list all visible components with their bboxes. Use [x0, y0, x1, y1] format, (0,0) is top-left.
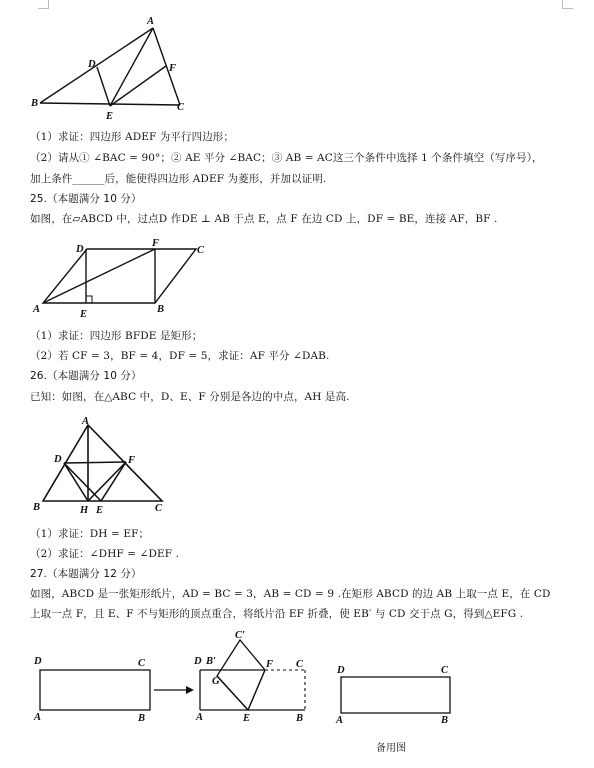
- q26-stem: 已知：如图，在△ABC 中，D、E、F 分别是各边的中点，AH 是高.: [30, 391, 350, 403]
- q25-label-D: D: [76, 244, 84, 255]
- q27-fig2-label-B-prime: B′: [206, 656, 216, 667]
- q25-label-B: B: [157, 304, 165, 315]
- q27-fig2-segment-EB-prime: [217, 676, 248, 710]
- q25-label-A: A: [33, 304, 41, 315]
- q26-label-B: B: [33, 502, 41, 513]
- q27-fig2-label-D: D: [194, 656, 202, 667]
- q24-label-F: F: [169, 63, 177, 74]
- q26-part1: （1）求证：DH = EF；: [30, 528, 150, 540]
- q25-part2: （2）若 CF = 3，BF = 4，DF = 5，求证：AF 平分 ∠DAB.: [30, 350, 330, 362]
- q24-label-B: B: [31, 98, 39, 109]
- q25-label-F: F: [152, 238, 160, 249]
- q26-label-E: E: [96, 505, 104, 516]
- q26-label-D: D: [54, 454, 62, 465]
- q27-fig1-label-C: C: [138, 658, 146, 669]
- q27-fig1-label-B: B: [138, 713, 146, 724]
- q26-part2: （2）求证：∠DHF = ∠DEF .: [30, 548, 180, 560]
- q25-label-C: C: [197, 245, 205, 256]
- q27-fig1-label-D: D: [34, 656, 42, 667]
- q24-part2-continued: 加上条件______后，能使得四边形 ADEF 为菱形，并加以证明.: [30, 173, 327, 185]
- q27-fig2-label-G: G: [212, 676, 220, 687]
- q27-spare-figure-caption: 备用图: [376, 743, 406, 754]
- q24-part2: （2）请从① ∠BAC = 90°；② AE 平分 ∠BAC；③ AB = AC这三个条件中选择 1 个条件填空（写序号），: [30, 152, 543, 164]
- q27-fig2-folded-flap: [217, 640, 265, 710]
- q27-fig2-label-C-prime: C′: [235, 630, 245, 641]
- q27-fig2-label-E: E: [243, 713, 251, 724]
- q25-stem: 如图，在▱ABCD 中，过点D 作DE ⊥ AB 于点 E，点 F 在边 CD 上，DF = BE，连接 AF，BF .: [30, 213, 498, 225]
- q24-label-C: C: [177, 102, 185, 113]
- q27-stem-line2: 上取一点 F，且 E、F 不与矩形的顶点重合，将纸片沿 EF 折叠，使 EB′ 与 CD 交于点 G，得到△EFG .: [30, 608, 524, 620]
- q27-fig3-label-D: D: [337, 665, 345, 676]
- q27-fig2-label-C: C: [296, 659, 304, 670]
- q27-fig2-label-A: A: [196, 712, 204, 723]
- q27-fig2-label-F: F: [266, 659, 274, 670]
- q27-fig2-label-B: B: [296, 713, 304, 724]
- q27-fig3-label-C: C: [441, 665, 449, 676]
- q24-label-D: D: [88, 59, 96, 70]
- q25-part1: （1）求证：四边形 BFDE 是矩形；: [30, 330, 203, 342]
- q26-label-A: A: [82, 416, 90, 427]
- q24-label-A: A: [147, 16, 155, 27]
- q25-label-E: E: [80, 309, 88, 320]
- q25-header: 25.（本题满分 10 分）: [30, 193, 142, 205]
- q27-stem-line1: 如图，ABCD 是一张矩形纸片，AD = BC = 3，AB = CD = 9 .在矩形 ABCD 的边 AB 上取一点 E，在 CD: [30, 588, 551, 600]
- q27-fig3-rectangle: [341, 677, 450, 713]
- q27-arrow-icon: [154, 686, 194, 694]
- q26-header: 26.（本题满分 10 分）: [30, 370, 142, 382]
- q27-fig1-rectangle: [40, 670, 150, 710]
- q24-part1: （1）求证：四边形 ADEF 为平行四边形；: [30, 131, 235, 143]
- q27-fig3-label-A: A: [336, 715, 344, 726]
- q26-label-H: H: [80, 505, 89, 516]
- q26-label-C: C: [155, 503, 163, 514]
- q27-fig1-label-A: A: [34, 712, 42, 723]
- q27-header: 27.（本题满分 12 分）: [30, 568, 142, 580]
- q26-label-F: F: [128, 455, 136, 466]
- q24-label-E: E: [106, 111, 114, 122]
- q27-fig3-label-B: B: [441, 715, 449, 726]
